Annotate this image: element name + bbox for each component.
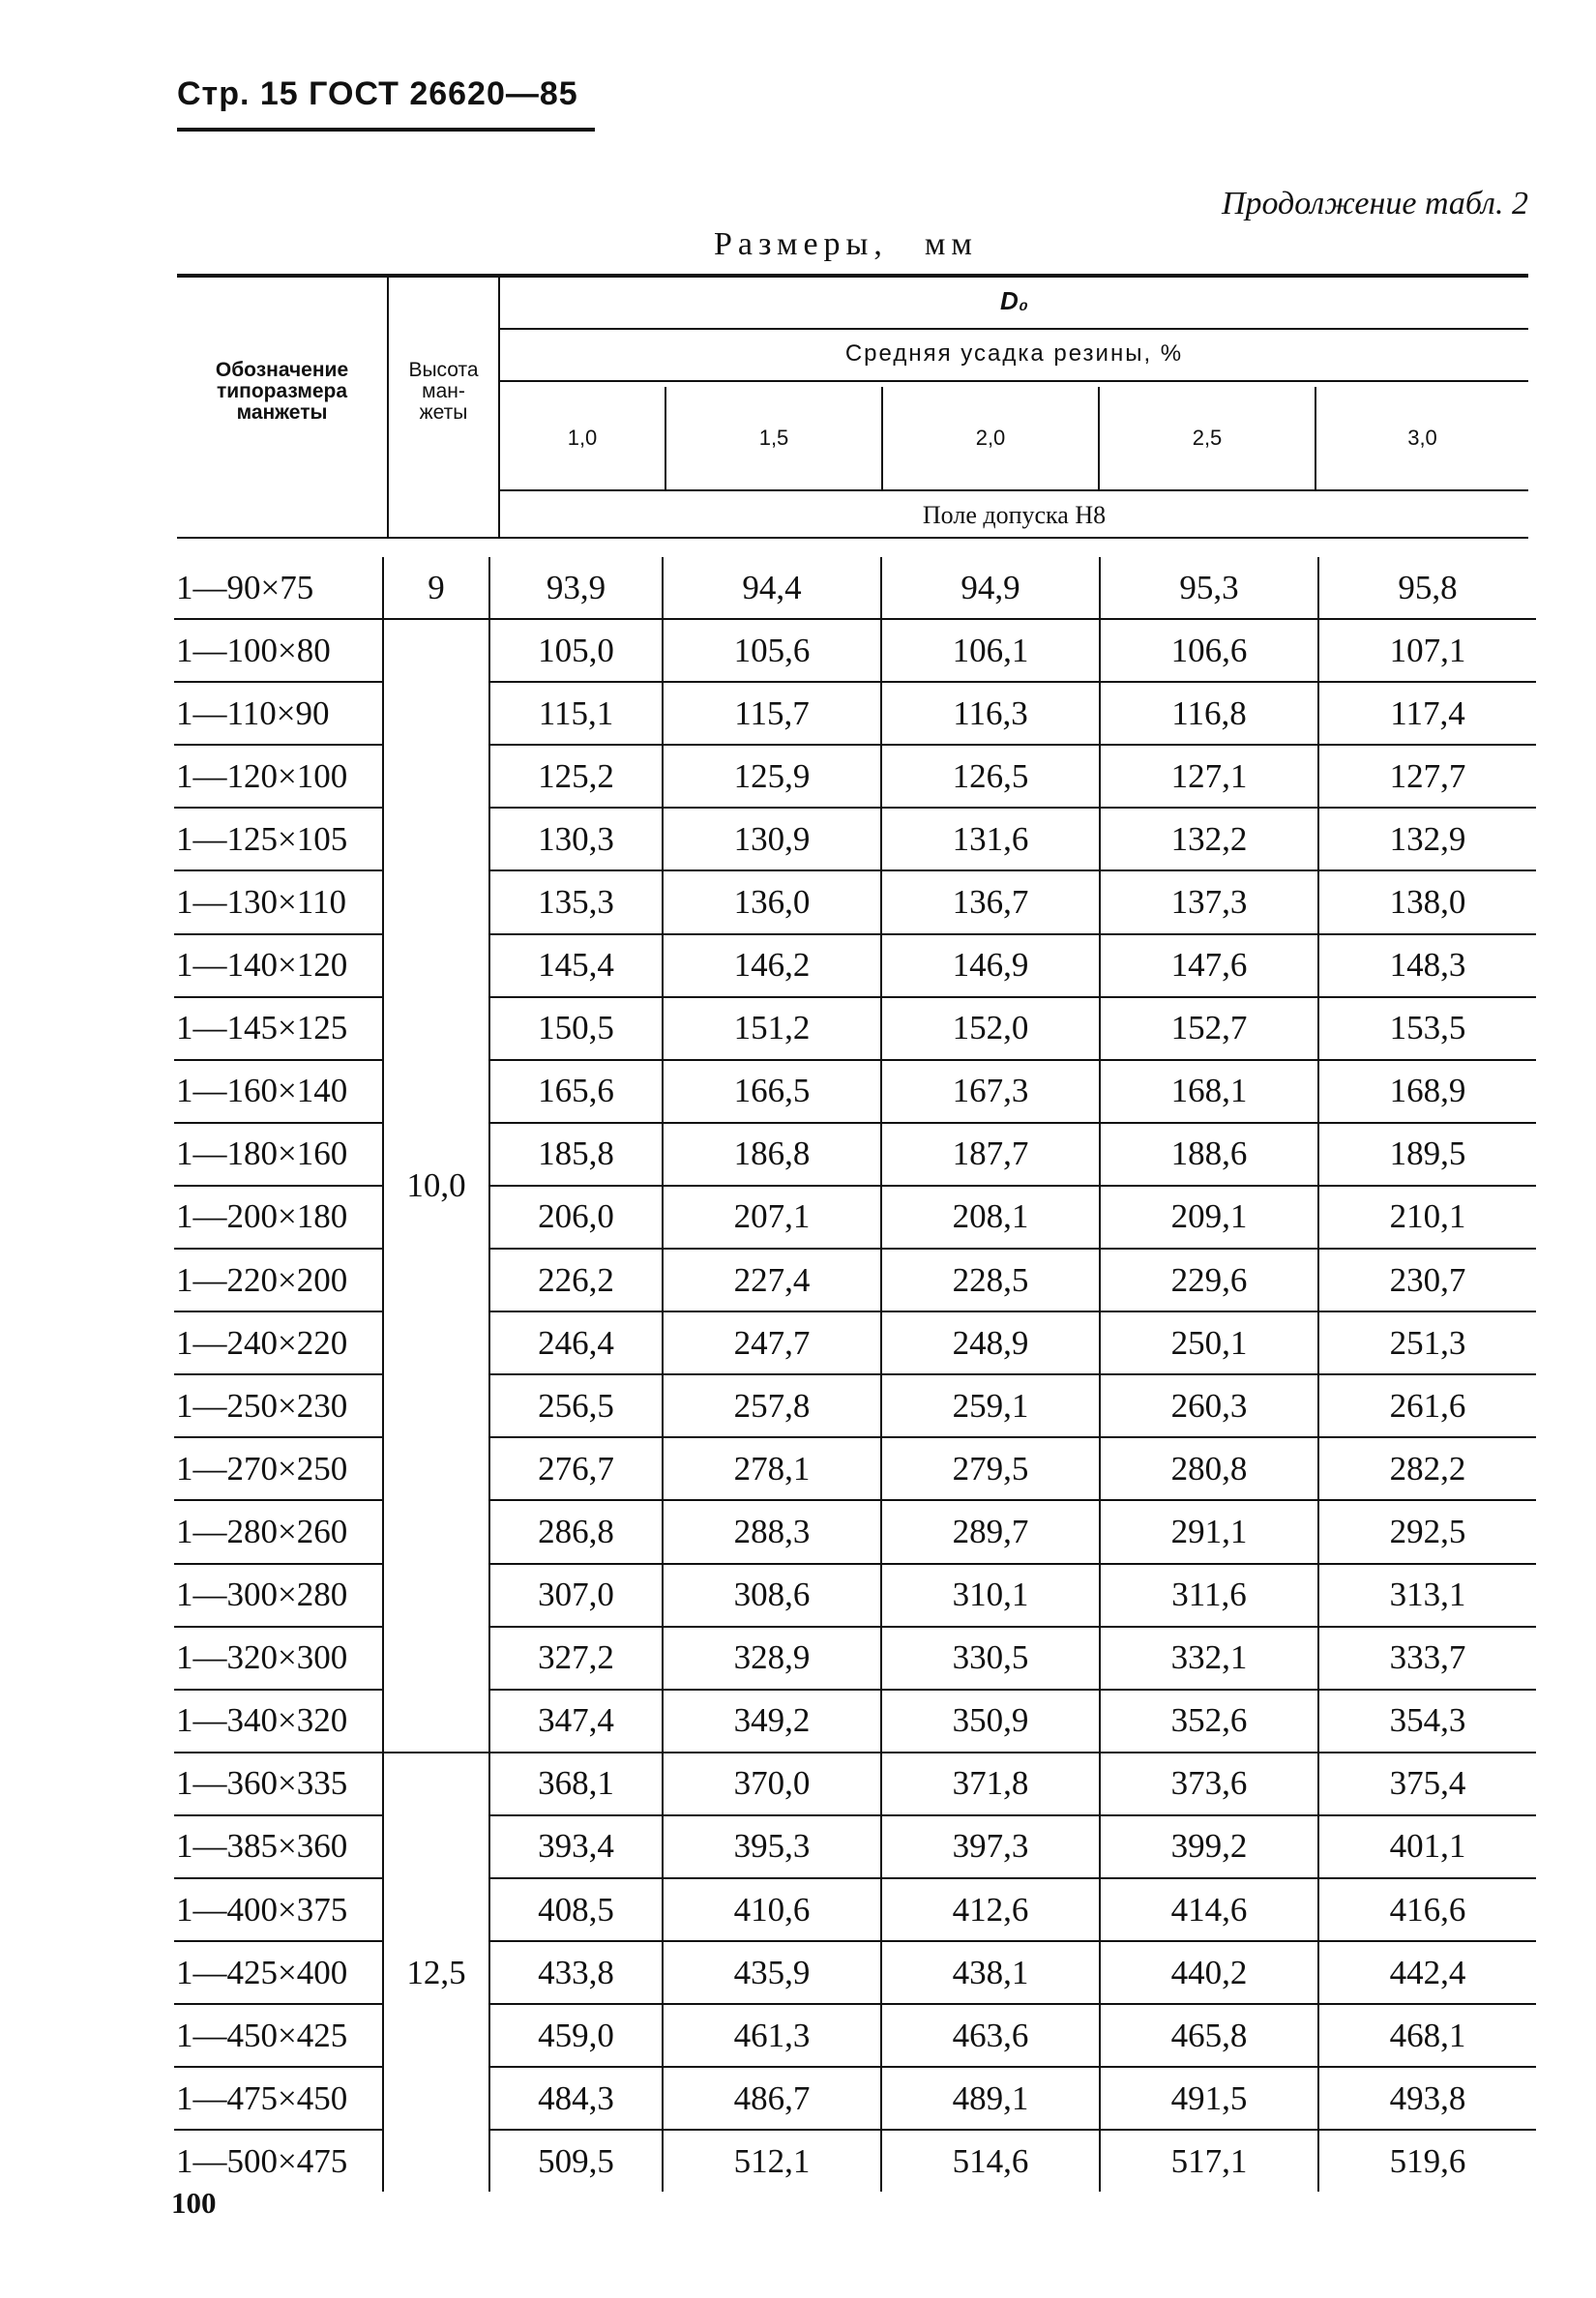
cell-designation: 1—360×335 bbox=[174, 1753, 383, 1815]
cell-designation: 1—400×375 bbox=[174, 1878, 383, 1941]
cell-designation: 1—500×475 bbox=[176, 2141, 348, 2180]
cell-value: 282,2 bbox=[1318, 1437, 1536, 1500]
cell-value: 117,4 bbox=[1318, 682, 1536, 745]
header-rule-values bbox=[500, 489, 1528, 491]
cell-value: 168,9 bbox=[1318, 1060, 1536, 1123]
cell-designation: 1—120×100 bbox=[174, 745, 383, 808]
cell-value: 210,1 bbox=[1318, 1186, 1536, 1249]
cell-value: 289,7 bbox=[881, 1500, 1100, 1563]
cell-value: 127,1 bbox=[1100, 745, 1318, 808]
cell-designation: 1—110×90 bbox=[174, 682, 383, 745]
cell-value: 440,2 bbox=[1100, 1941, 1318, 2004]
cell-value: 313,1 bbox=[1318, 1564, 1536, 1627]
cell-value: 370,0 bbox=[663, 1753, 881, 1815]
cell-value: 246,4 bbox=[489, 1311, 663, 1374]
cell-value: 310,1 bbox=[881, 1564, 1100, 1627]
cell-value: 147,6 bbox=[1100, 934, 1318, 997]
cell-value: 371,8 bbox=[881, 1753, 1100, 1815]
cell-value: 399,2 bbox=[1100, 1815, 1318, 1878]
cell-designation: 1—270×250 bbox=[174, 1437, 383, 1500]
cell-value: 410,6 bbox=[663, 1878, 881, 1941]
cell-value: 308,6 bbox=[663, 1564, 881, 1627]
cell-designation: 1—475×450 bbox=[174, 2067, 383, 2130]
cell-value: 207,1 bbox=[663, 1186, 881, 1249]
table-row bbox=[174, 808, 1536, 870]
table-body bbox=[174, 557, 1536, 2192]
cell-value: 519,6 bbox=[1318, 2130, 1536, 2192]
cell-designation: 1—160×140 bbox=[174, 1060, 383, 1123]
cell-value: 408,5 bbox=[489, 1878, 663, 1941]
cell-value: 137,3 bbox=[1100, 870, 1318, 933]
cell-designation: 1—130×110 bbox=[174, 870, 383, 933]
table-row bbox=[174, 2130, 1536, 2192]
cell-value: 375,4 bbox=[1318, 1753, 1536, 1815]
cell-designation: 1—200×180 bbox=[174, 1186, 383, 1249]
header-designation-line1: Обозначение bbox=[215, 359, 349, 381]
cell-value: 153,5 bbox=[1318, 997, 1536, 1060]
cell-value: 280,8 bbox=[1100, 1437, 1318, 1500]
cell-value: 168,1 bbox=[1100, 1060, 1318, 1123]
cell-value: 461,3 bbox=[663, 2004, 881, 2067]
cell-value: 226,2 bbox=[489, 1249, 663, 1311]
cell-value: 330,5 bbox=[881, 1627, 1100, 1690]
table-row bbox=[174, 1123, 1536, 1186]
cell-value: 186,8 bbox=[663, 1123, 881, 1186]
cell-value: 332,1 bbox=[1100, 1627, 1318, 1690]
cell-value: 107,1 bbox=[1318, 619, 1536, 682]
dimensions-table bbox=[174, 557, 1536, 2192]
cell-value: 333,7 bbox=[1318, 1627, 1536, 1690]
header-bottom-rule bbox=[177, 537, 1528, 539]
table-row bbox=[174, 557, 1536, 619]
cell-value: 257,8 bbox=[663, 1374, 881, 1437]
cell-designation: 1—220×200 bbox=[174, 1249, 383, 1311]
header-d-label: D₀ bbox=[999, 286, 1029, 315]
header-shrinkage-2-5: 2,5 bbox=[1192, 426, 1223, 450]
cell-value: 512,1 bbox=[663, 2130, 881, 2192]
cell-value: 152,7 bbox=[1100, 997, 1318, 1060]
cell-designation: 1—140×120 bbox=[174, 934, 383, 997]
header-shrinkage-2-0: 2,0 bbox=[975, 426, 1006, 450]
cell-value: 279,5 bbox=[881, 1437, 1100, 1500]
header-shrinkage-1-5: 1,5 bbox=[758, 426, 789, 450]
cell-designation: 1—385×360 bbox=[174, 1815, 383, 1878]
page-number: 100 bbox=[171, 2186, 217, 2220]
cell-value: 509,5 bbox=[489, 2130, 663, 2192]
cell-value: 416,6 bbox=[1318, 1878, 1536, 1941]
cell-value: 189,5 bbox=[1318, 1123, 1536, 1186]
cell-value: 106,1 bbox=[881, 619, 1100, 682]
table-row bbox=[174, 682, 1536, 745]
header-height-line1: Высота bbox=[408, 359, 479, 381]
cell-value: 493,8 bbox=[1318, 2067, 1536, 2130]
cell-value: 261,6 bbox=[1318, 1374, 1536, 1437]
cell-value: 105,6 bbox=[663, 619, 881, 682]
cell-designation: 1—425×400 bbox=[174, 1941, 383, 2004]
cell-value: 188,6 bbox=[1100, 1123, 1318, 1186]
cell-value: 292,5 bbox=[1318, 1500, 1536, 1563]
header-shrinkage-label: Средняя усадка резины, % bbox=[844, 340, 1184, 367]
header-designation bbox=[177, 360, 387, 424]
cell-height: 12,5 bbox=[383, 1753, 489, 2193]
cell-value: 288,3 bbox=[663, 1500, 881, 1563]
header-rule-shrinkage bbox=[500, 380, 1528, 382]
units-label: Размеры, bbox=[714, 226, 888, 262]
cell-value: 94,9 bbox=[881, 557, 1100, 619]
header-height-line3: жеты bbox=[419, 401, 468, 424]
cell-value: 484,3 bbox=[489, 2067, 663, 2130]
cell-value: 328,9 bbox=[663, 1627, 881, 1690]
cell-value: 412,6 bbox=[881, 1878, 1100, 1941]
cell-value: 132,2 bbox=[1100, 808, 1318, 870]
cell-value: 116,3 bbox=[881, 682, 1100, 745]
header-height bbox=[389, 360, 498, 424]
cell-value: 395,3 bbox=[663, 1815, 881, 1878]
cell-value: 260,3 bbox=[1100, 1374, 1318, 1437]
table-row bbox=[174, 1690, 1536, 1753]
cell-value: 433,8 bbox=[489, 1941, 663, 2004]
cell-value: 228,5 bbox=[881, 1249, 1100, 1311]
cell-value: 435,9 bbox=[663, 1941, 881, 2004]
header-shrinkage-3-0: 3,0 bbox=[1407, 426, 1437, 450]
cell-designation: 1—250×230 bbox=[174, 1374, 383, 1437]
cell-value: 256,5 bbox=[489, 1374, 663, 1437]
cell-value: 311,6 bbox=[1100, 1564, 1318, 1627]
cell-value: 138,0 bbox=[1318, 870, 1536, 933]
cell-designation: 1—180×160 bbox=[174, 1123, 383, 1186]
cell-value: 125,2 bbox=[489, 745, 663, 808]
cell-value: 165,6 bbox=[489, 1060, 663, 1123]
cell-value: 393,4 bbox=[489, 1815, 663, 1878]
cell-value: 116,8 bbox=[1100, 682, 1318, 745]
header-designation-line3: манжеты bbox=[236, 401, 328, 424]
cell-value: 136,0 bbox=[663, 870, 881, 933]
table-row bbox=[174, 870, 1536, 933]
header-height-line2: ман- bbox=[422, 380, 465, 402]
cell-height: 10,0 bbox=[383, 619, 489, 1753]
cell-value: 151,2 bbox=[663, 997, 881, 1060]
table-row bbox=[174, 1311, 1536, 1374]
cell-value: 187,7 bbox=[881, 1123, 1100, 1186]
page-header: Стр. 15 ГОСТ 26620—85 bbox=[177, 75, 578, 112]
table-row bbox=[174, 2004, 1536, 2067]
cell-value: 247,7 bbox=[663, 1311, 881, 1374]
cell-value: 136,7 bbox=[881, 870, 1100, 933]
cell-height: 9 bbox=[383, 557, 489, 619]
cell-value: 259,1 bbox=[881, 1374, 1100, 1437]
cell-value: 105,0 bbox=[489, 619, 663, 682]
cell-designation: 1—340×320 bbox=[174, 1690, 383, 1753]
cell-designation: 1—145×125 bbox=[174, 997, 383, 1060]
cell-value: 93,9 bbox=[489, 557, 663, 619]
cell-value: 350,9 bbox=[881, 1690, 1100, 1753]
cell-value: 278,1 bbox=[663, 1437, 881, 1500]
cell-value: 152,0 bbox=[881, 997, 1100, 1060]
table-row bbox=[174, 1437, 1536, 1500]
cell-value: 208,1 bbox=[881, 1186, 1100, 1249]
table-row bbox=[174, 1374, 1536, 1437]
cell-value: 125,9 bbox=[663, 745, 881, 808]
cell-value: 286,8 bbox=[489, 1500, 663, 1563]
cell-value: 167,3 bbox=[881, 1060, 1100, 1123]
units-caption bbox=[714, 226, 978, 263]
cell-value: 354,3 bbox=[1318, 1690, 1536, 1753]
cell-value: 514,6 bbox=[881, 2130, 1100, 2192]
cell-value: 442,4 bbox=[1318, 1941, 1536, 2004]
cell-value: 438,1 bbox=[881, 1941, 1100, 2004]
cell-value: 127,7 bbox=[1318, 745, 1536, 808]
table-row bbox=[174, 997, 1536, 1060]
table-row bbox=[174, 1941, 1536, 2004]
cell-value: 347,4 bbox=[489, 1690, 663, 1753]
cell-value: 95,3 bbox=[1100, 557, 1318, 619]
cell-designation: 1—125×105 bbox=[174, 808, 383, 870]
cell-value: 517,1 bbox=[1100, 2130, 1318, 2192]
table-row bbox=[174, 1249, 1536, 1311]
cell-value: 276,7 bbox=[489, 1437, 663, 1500]
header-tolerance-label: Поле допуска H8 bbox=[922, 501, 1107, 529]
cell-value: 459,0 bbox=[489, 2004, 663, 2067]
cell-value: 486,7 bbox=[663, 2067, 881, 2130]
cell-value: 397,3 bbox=[881, 1815, 1100, 1878]
table-row bbox=[174, 1500, 1536, 1563]
cell-value: 94,4 bbox=[663, 557, 881, 619]
table-row bbox=[174, 2067, 1536, 2130]
cell-designation: 1—450×425 bbox=[174, 2004, 383, 2067]
cell-value: 131,6 bbox=[881, 808, 1100, 870]
cell-value: 106,6 bbox=[1100, 619, 1318, 682]
header-shrinkage-1-0: 1,0 bbox=[567, 426, 598, 450]
table-row bbox=[174, 1060, 1536, 1123]
cell-value: 352,6 bbox=[1100, 1690, 1318, 1753]
cell-value: 373,6 bbox=[1100, 1753, 1318, 1815]
table-row bbox=[174, 1564, 1536, 1627]
header-rule-d bbox=[500, 328, 1528, 330]
header-designation-line2: типоразмера bbox=[216, 380, 348, 402]
cell-designation: 1—320×300 bbox=[174, 1627, 383, 1690]
cell-value: 327,2 bbox=[489, 1627, 663, 1690]
table-row bbox=[174, 745, 1536, 808]
table-row bbox=[174, 934, 1536, 997]
cell-designation: 1—90×75 bbox=[174, 557, 383, 619]
cell-value: 146,9 bbox=[881, 934, 1100, 997]
header-rule bbox=[177, 128, 595, 132]
cell-designation: 1—100×80 bbox=[174, 619, 383, 682]
table-row bbox=[174, 1878, 1536, 1941]
cell-value: 349,2 bbox=[663, 1690, 881, 1753]
cell-value: 166,5 bbox=[663, 1060, 881, 1123]
cell-value: 250,1 bbox=[1100, 1311, 1318, 1374]
cell-value: 227,4 bbox=[663, 1249, 881, 1311]
cell-value: 489,1 bbox=[881, 2067, 1100, 2130]
cell-value: 230,7 bbox=[1318, 1249, 1536, 1311]
cell-value: 463,6 bbox=[881, 2004, 1100, 2067]
units-value: мм bbox=[924, 226, 978, 262]
cell-value: 145,4 bbox=[489, 934, 663, 997]
header-divider-height bbox=[498, 278, 500, 537]
cell-value: 414,6 bbox=[1100, 1878, 1318, 1941]
cell-value: 307,0 bbox=[489, 1564, 663, 1627]
cell-value: 468,1 bbox=[1318, 2004, 1536, 2067]
cell-value: 95,8 bbox=[1318, 557, 1536, 619]
cell-value: 291,1 bbox=[1100, 1500, 1318, 1563]
cell-value: 491,5 bbox=[1100, 2067, 1318, 2130]
cell-designation: 1—240×220 bbox=[174, 1311, 383, 1374]
cell-value: 229,6 bbox=[1100, 1249, 1318, 1311]
cell-value: 465,8 bbox=[1100, 2004, 1318, 2067]
cell-value: 115,1 bbox=[489, 682, 663, 745]
table-top-rule bbox=[177, 274, 1528, 278]
cell-value: 150,5 bbox=[489, 997, 663, 1060]
table-row bbox=[174, 619, 1536, 682]
cell-value: 206,0 bbox=[489, 1186, 663, 1249]
cell-value: 146,2 bbox=[663, 934, 881, 997]
cell-value: 126,5 bbox=[881, 745, 1100, 808]
cell-value: 130,3 bbox=[489, 808, 663, 870]
cell-value: 135,3 bbox=[489, 870, 663, 933]
cell-value: 148,3 bbox=[1318, 934, 1536, 997]
cell-value: 130,9 bbox=[663, 808, 881, 870]
cell-value: 368,1 bbox=[489, 1753, 663, 1815]
cell-value: 251,3 bbox=[1318, 1311, 1536, 1374]
cell-value: 185,8 bbox=[489, 1123, 663, 1186]
cell-value: 209,1 bbox=[1100, 1186, 1318, 1249]
table-row bbox=[174, 1815, 1536, 1878]
table-row bbox=[174, 1627, 1536, 1690]
cell-value: 248,9 bbox=[881, 1311, 1100, 1374]
table-continuation-label: Продолжение табл. 2 bbox=[1221, 186, 1528, 221]
table-row bbox=[174, 1186, 1536, 1249]
cell-designation: 1—280×260 bbox=[174, 1500, 383, 1563]
table-row bbox=[174, 1753, 1536, 1815]
cell-designation: 1—300×280 bbox=[174, 1564, 383, 1627]
cell-value: 401,1 bbox=[1318, 1815, 1536, 1878]
cell-value: 132,9 bbox=[1318, 808, 1536, 870]
cell-value: 115,7 bbox=[663, 682, 881, 745]
